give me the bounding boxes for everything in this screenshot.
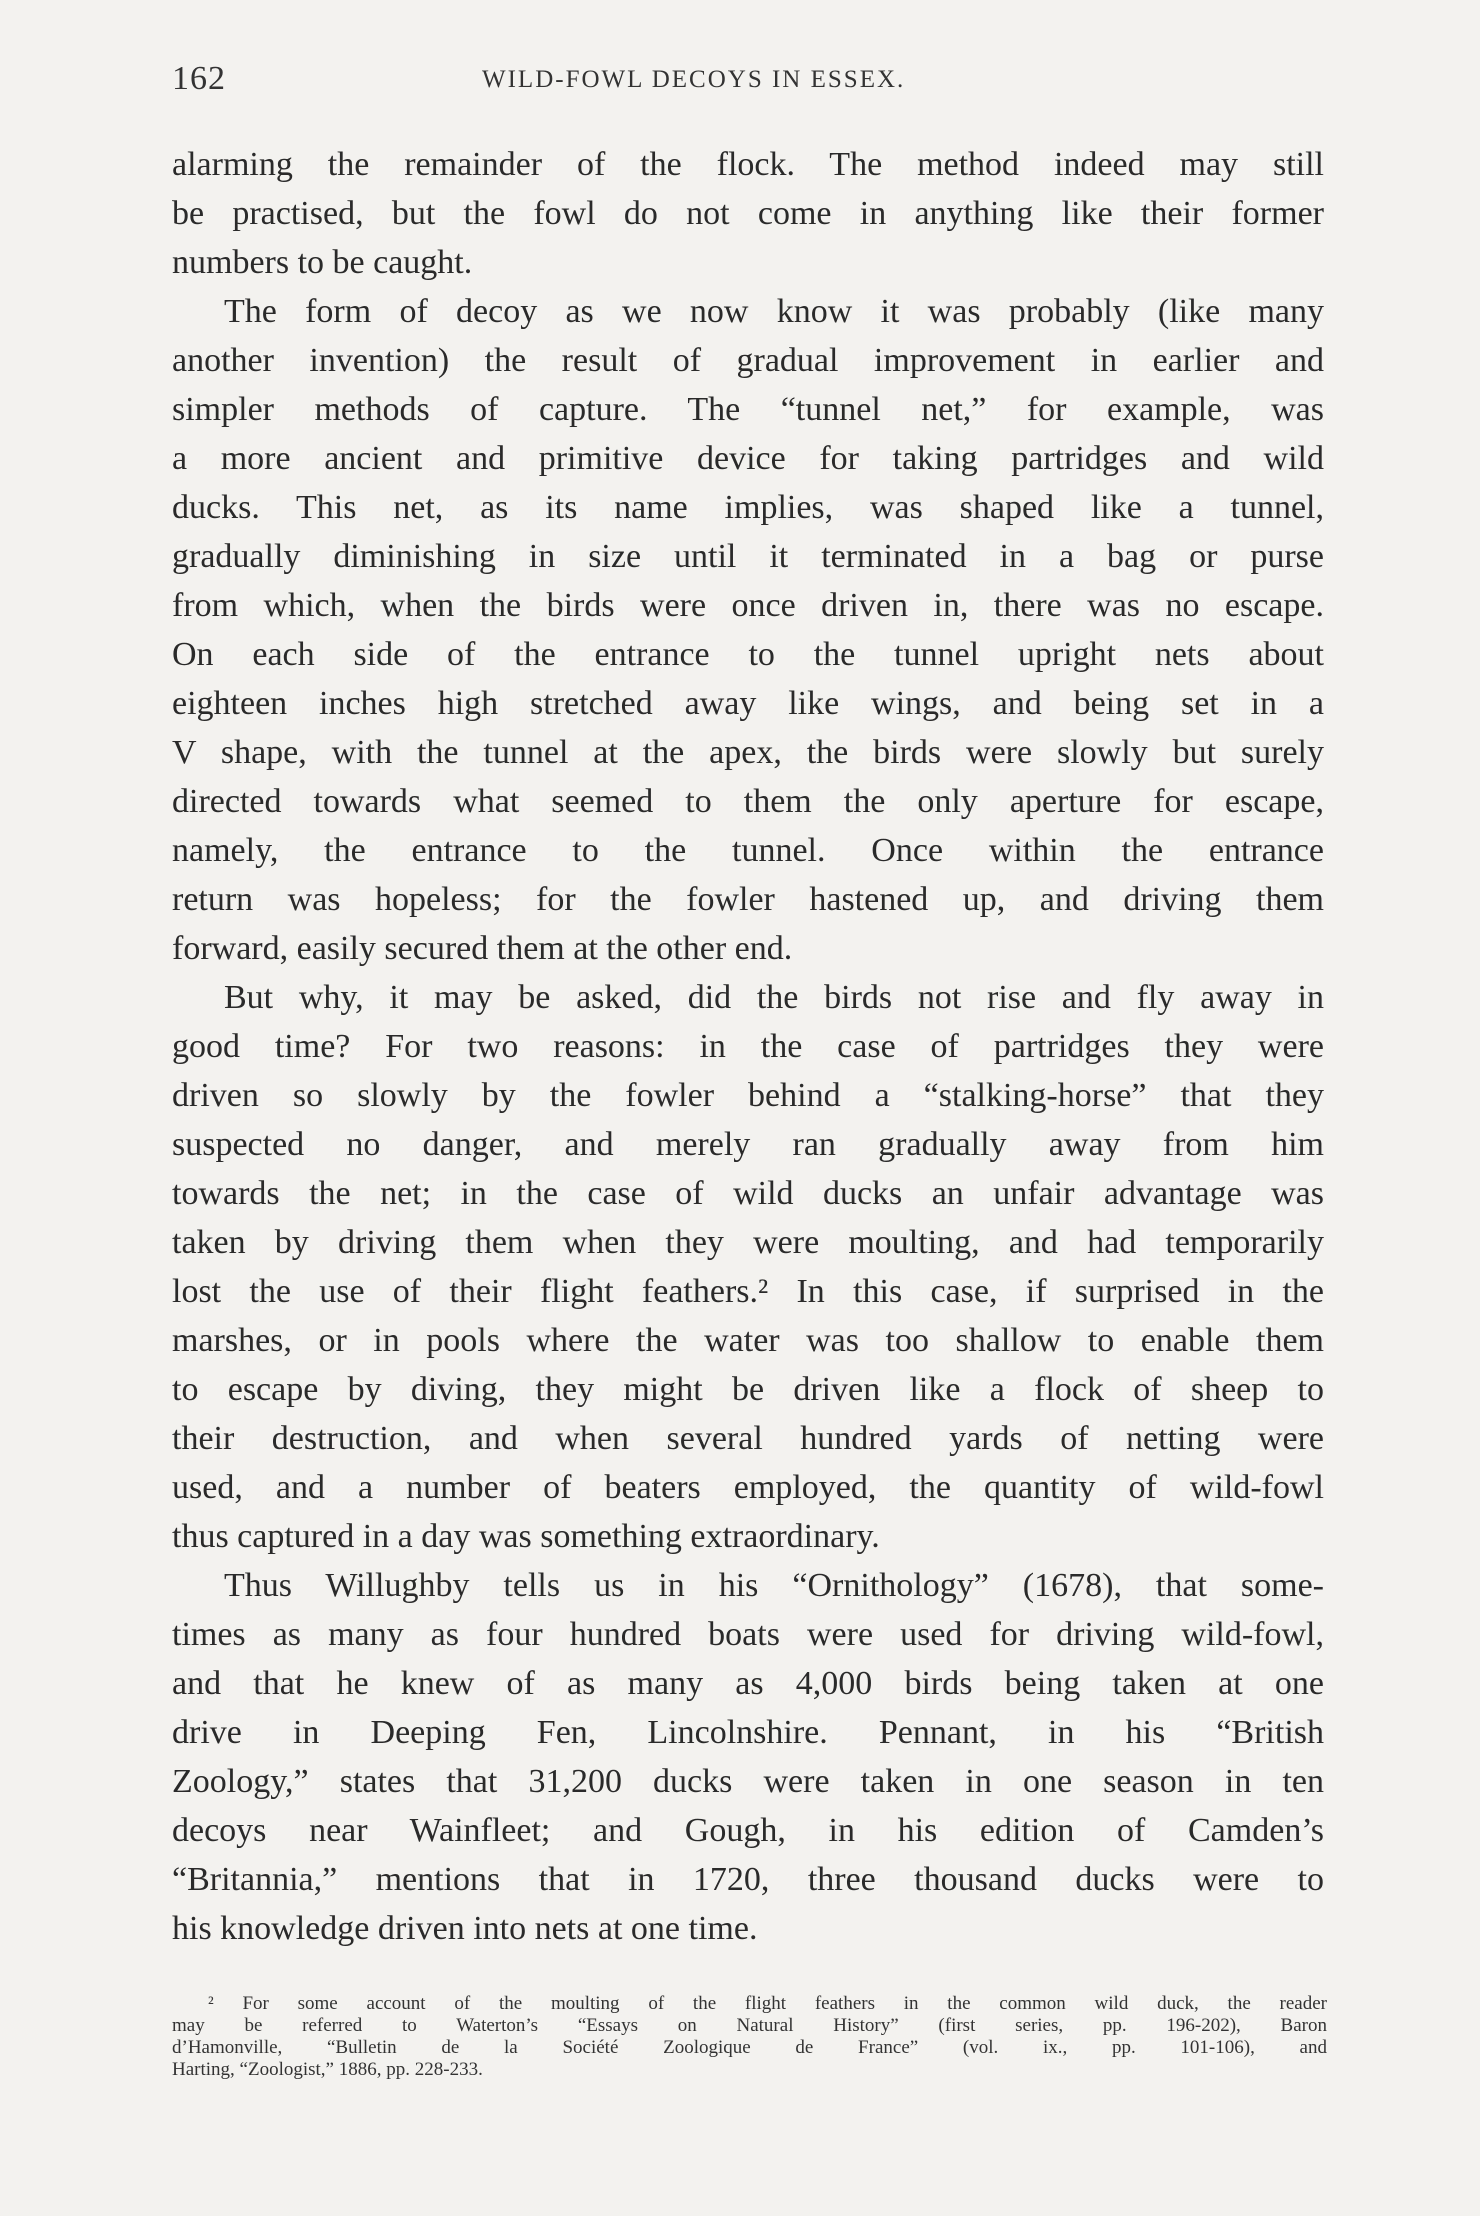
body-line: forward, easily secured them at the other end. [172,930,793,967]
body-line: Thus Willughby tells us in his “Ornithology” (1678), that some- [224,1567,1324,1604]
footnotes [172,1993,1327,2081]
body-line: his knowledge driven into nets at one time. [172,1910,758,1947]
body-line: taken by driving them when they were moulting, and had temporarily [172,1224,1324,1261]
body-line: ducks. This net, as its name implies, was shaped like a tunnel, [172,489,1324,526]
body-line: lost the use of their flight feathers.² In this case, if surprised in the [172,1273,1324,1310]
running-head: WILD-FOWL DECOYS IN ESSEX. [482,66,906,93]
footnote-line: ² For some account of the moulting of the flight feathers in the common wild duck, the reader [208,1993,1327,2014]
body-line: suspected no danger, and merely ran gradually away from him [172,1126,1324,1163]
body-line: “Britannia,” mentions that in 1720, three thousand ducks were to [172,1861,1324,1898]
body-line: simpler methods of capture. The “tunnel net,” for example, was [172,391,1324,428]
body-line: times as many as four hundred boats were used for driving wild-fowl, [172,1616,1324,1653]
body-line: V shape, with the tunnel at the apex, the birds were slowly but surely [172,734,1324,771]
body-line: The form of decoy as we now know it was probably (like many [224,293,1324,330]
body-line: to escape by diving, they might be driven like a flock of sheep to [172,1371,1324,1408]
page-header [172,60,1320,110]
body-line: drive in Deeping Fen, Lincolnshire. Pennant, in his “British [172,1714,1324,1751]
footnote-line: may be referred to Waterton’s “Essays on Natural History” (first series, pp. 196-202), Baron [172,2015,1327,2036]
body-line: On each side of the entrance to the tunnel upright nets about [172,636,1324,673]
body-line: thus captured in a day was something extraordinary. [172,1518,880,1555]
body-line: Zoology,” states that 31,200 ducks were taken in one season in ten [172,1763,1324,1800]
page-number: 162 [172,60,226,97]
body-line: gradually diminishing in size until it terminated in a bag or purse [172,538,1324,575]
body-line: driven so slowly by the fowler behind a “stalking-horse” that they [172,1077,1324,1114]
body-line: good time? For two reasons: in the case of partridges they were [172,1028,1324,1065]
body-line: alarming the remainder of the flock. The method indeed may still [172,146,1324,183]
body-line: from which, when the birds were once driven in, there was no escape. [172,587,1324,624]
body-line: namely, the entrance to the tunnel. Once within the entrance [172,832,1324,869]
body-line: another invention) the result of gradual improvement in earlier and [172,342,1324,379]
body-line: used, and a number of beaters employed, the quantity of wild-fowl [172,1469,1324,1506]
body-line: marshes, or in pools where the water was too shallow to enable them [172,1322,1324,1359]
body-line: towards the net; in the case of wild ducks an unfair advantage was [172,1175,1324,1212]
body-line: decoys near Wainfleet; and Gough, in his edition of Camden’s [172,1812,1324,1849]
body-line: directed towards what seemed to them the only aperture for escape, [172,783,1324,820]
body-line: return was hopeless; for the fowler hastened up, and driving them [172,881,1324,918]
body-line: and that he knew of as many as 4,000 birds being taken at one [172,1665,1324,1702]
body-line: be practised, but the fowl do not come in anything like their former [172,195,1324,232]
body-text [172,140,1324,1953]
body-line: But why, it may be asked, did the birds not rise and fly away in [224,979,1324,1016]
footnote-line: Harting, “Zoologist,” 1886, pp. 228-233. [172,2059,483,2080]
footnote-line: d’Hamonville, “Bulletin de la Société Zoologique de France” (vol. ix., pp. 101-106), and [172,2037,1327,2058]
body-line: their destruction, and when several hundred yards of netting were [172,1420,1324,1457]
body-line: eighteen inches high stretched away like wings, and being set in a [172,685,1324,722]
body-line: a more ancient and primitive device for taking partridges and wild [172,440,1324,477]
body-line: numbers to be caught. [172,244,473,281]
